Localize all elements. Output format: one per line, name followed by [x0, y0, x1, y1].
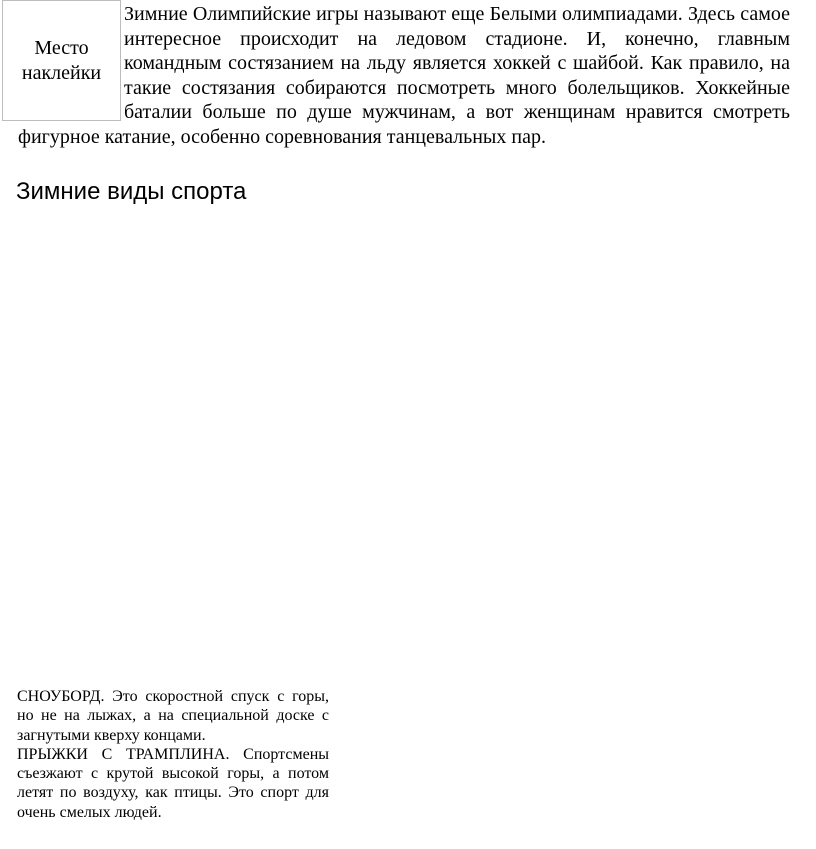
- intro-paragraph: [18, 2, 790, 149]
- sports-descriptions: [17, 687, 329, 822]
- intro-text: Зимние Олимпийские игры называют еще Белыми олимпиадами. Здесь самое интересное происходит на ледовом стадионе. И, конечно, главным командным состязанием на льду является хоккей с шайбой. Как правило, на такие состязания собираются посмотреть много болельщиков. Хоккейные баталии больше по душе мужчинам, а вот женщинам нравится смотреть фигурное катание, особенно соревнования танцевальных пар.: [18, 3, 790, 148]
- sticker-label-line1: Место: [34, 36, 89, 59]
- section-title: Зимние виды спорта: [16, 178, 247, 205]
- ski-jump-description: ПРЫЖКИ С ТРАМПЛИНА. Спортсмены съезжают с крутой высокой горы, а потом летят по воздуху, как птицы. Это спорт для очень смелых людей.: [17, 745, 329, 821]
- sticker-label-line2: наклейки: [21, 61, 102, 84]
- snowboard-description: СНОУБОРД. Это скоростной спуск с горы, но не на лыжах, а на специальной доске с загнутыми кверху концами.: [17, 688, 329, 744]
